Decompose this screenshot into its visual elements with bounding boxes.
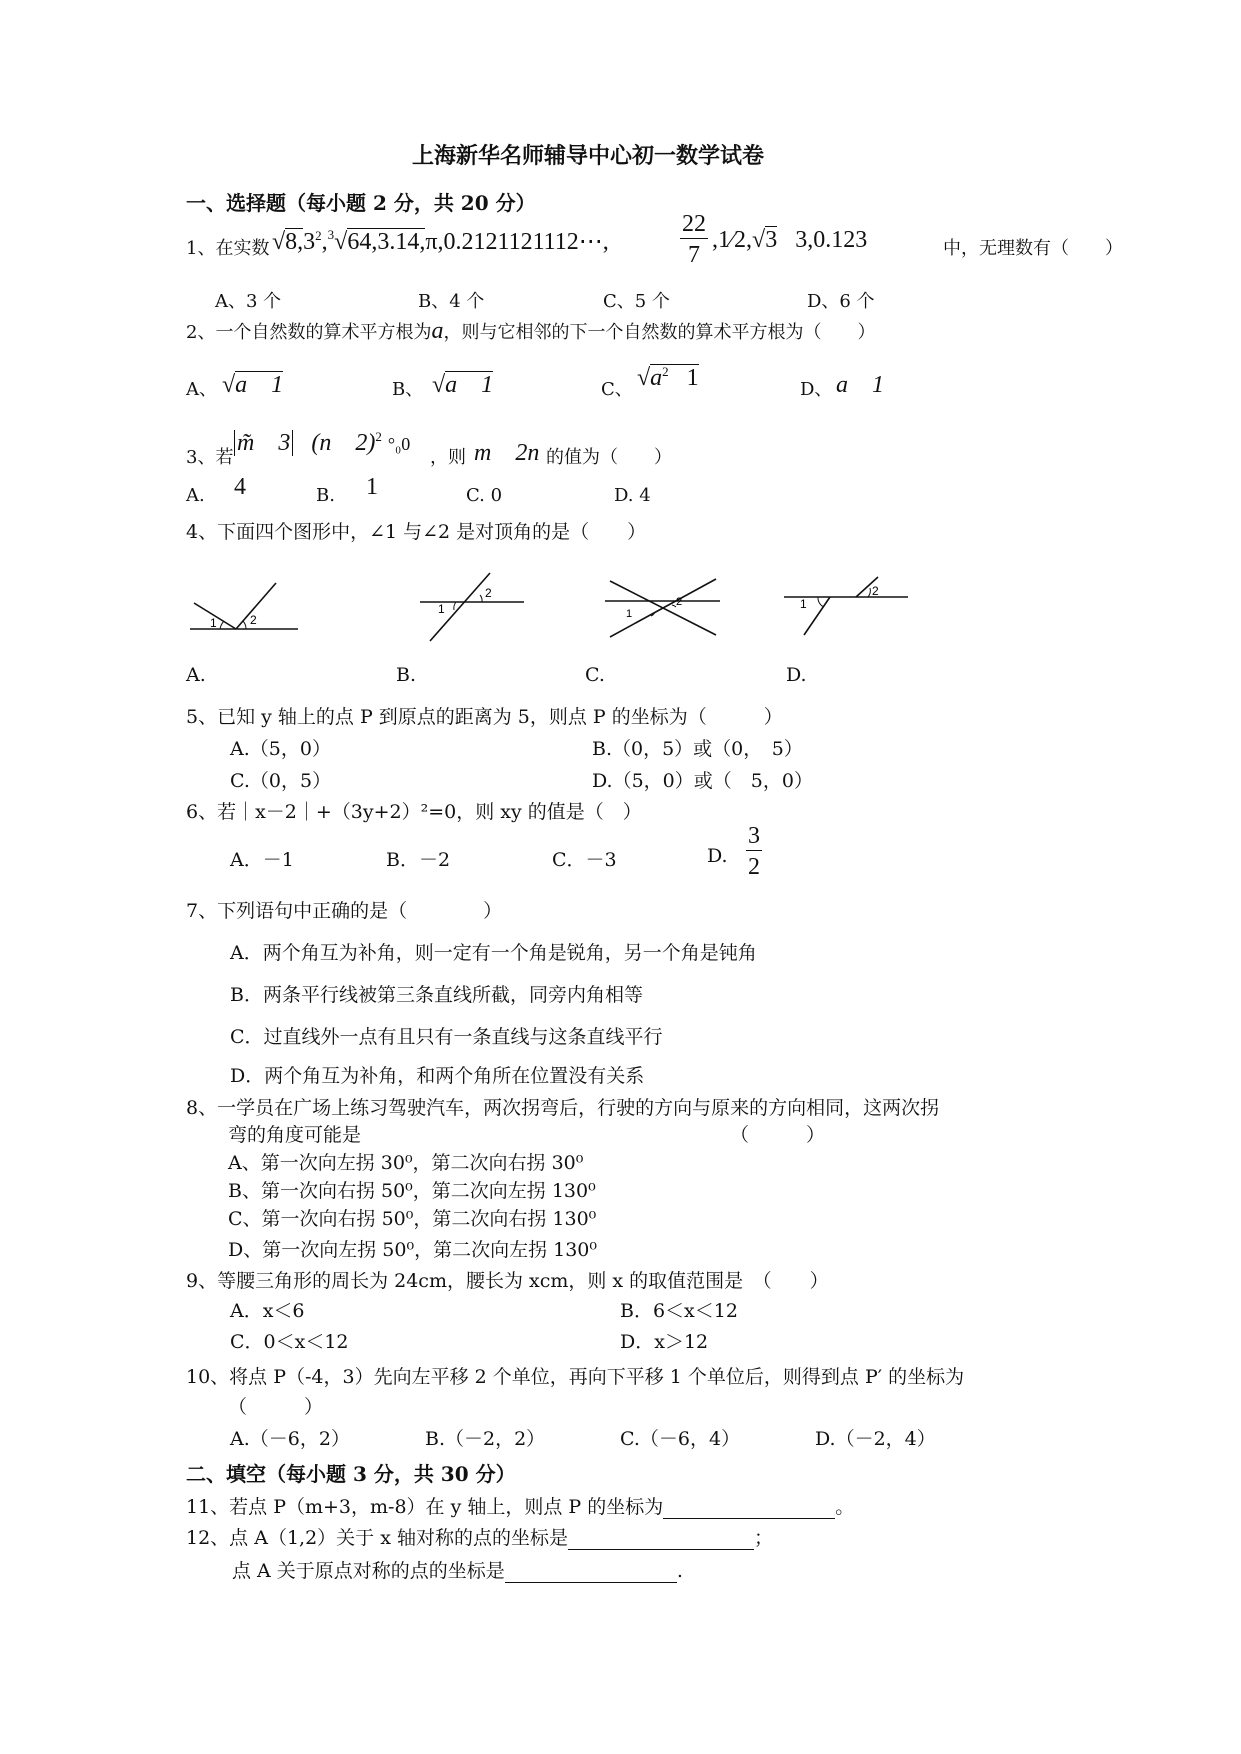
angle-1-label: 1 bbox=[626, 608, 633, 620]
q3-option-c: C. 0 bbox=[466, 485, 503, 506]
q1-three: 3 bbox=[303, 229, 316, 255]
q10-option-a: A.（－6，2） bbox=[230, 1428, 350, 1450]
figure-c bbox=[605, 579, 720, 637]
q3-label-a: A. bbox=[186, 485, 205, 506]
q12-answer-blank-1[interactable] bbox=[568, 1529, 754, 1550]
angle-2-label: 2 bbox=[676, 596, 683, 608]
q1-math-tail bbox=[712, 227, 867, 254]
q1-option-d: D、6 个 bbox=[807, 291, 875, 312]
q10-option-d: D.（－2，4） bbox=[815, 1428, 936, 1450]
q1-frac-num: 22 bbox=[682, 211, 706, 237]
q6-option-b: B．－2 bbox=[386, 849, 451, 871]
q7-stem: 7、下列语句中正确的是（ ） bbox=[186, 900, 503, 922]
q3-mid: ，则 bbox=[430, 447, 466, 468]
q2-label-a: A、 bbox=[186, 379, 217, 400]
q3-suffix: 的值为（ ） bbox=[546, 447, 672, 468]
q1-suffix: 中，无理数有（ ） bbox=[943, 238, 1123, 259]
q3-prefix: 3、若 bbox=[186, 447, 234, 468]
q3-val-a: 4 bbox=[234, 474, 246, 500]
q2-label-b: B、 bbox=[392, 379, 424, 400]
sqrt-symbol: √ bbox=[272, 229, 286, 255]
q2-option-d: a 1 bbox=[836, 372, 884, 398]
q8-stem-line1: 8、一学员在广场上练习驾驶汽车，两次拐弯后，行驶的方向与原来的方向相同，这两次拐 bbox=[186, 1097, 940, 1119]
q4-label-c: C. bbox=[585, 664, 605, 686]
q3-option-d: D. 4 bbox=[614, 485, 651, 506]
q1-frac-den: 7 bbox=[688, 242, 700, 268]
q1-fraction bbox=[680, 212, 708, 267]
q2-label-d: D、 bbox=[800, 379, 833, 400]
figure-b bbox=[420, 573, 524, 641]
q1-option-b: B、4 个 bbox=[418, 291, 485, 312]
q12-answer-blank-2[interactable] bbox=[505, 1562, 677, 1583]
q1-sqrt3: 3 bbox=[765, 227, 778, 253]
section-heading-fill: 二、填空（每小题 3 分，共 30 分） bbox=[186, 1462, 516, 1486]
q5-option-a: A.（5，0） bbox=[230, 738, 331, 760]
q6-frac-num: 3 bbox=[748, 823, 760, 849]
q10-option-c: C.（－6，4） bbox=[620, 1428, 741, 1450]
q8-option-c: C、第一次向右拐 50⁰，第二次向右拐 130⁰ bbox=[228, 1208, 597, 1230]
q1-pi: π,0.2121121112⋯, bbox=[425, 229, 609, 255]
q2-stem: 2、一个自然数的算术平方根为a，则与它相邻的下一个自然数的算术平方根为（ ） bbox=[186, 318, 876, 344]
q5-option-b: B.（0，5）或（0， 5） bbox=[592, 738, 803, 760]
q10-stem-line1: 10、将点 P（-4，3）先向左平移 2 个单位，再向下平移 1 个单位后，则得到点 P′ 的坐标为 bbox=[186, 1366, 965, 1388]
q6-stem: 6、若｜x－2｜+（3y+2）²=0，则 xy 的值是（ ） bbox=[186, 801, 642, 823]
sqrt-symbol: √ bbox=[334, 229, 348, 255]
q12-line1: 12、点 A（1,2）关于 x 轴对称的点的坐标是 ； bbox=[186, 1527, 773, 1549]
section-heading-choice: 一、选择题（每小题 2 分，共 20 分） bbox=[186, 191, 536, 215]
q6-option-c: C．－3 bbox=[552, 849, 617, 871]
angle-2-label: 2 bbox=[872, 584, 879, 598]
q9-stem: 9、等腰三角形的周长为 24cm，腰长为 xcm，则 x 的取值范围是 （ ） bbox=[186, 1270, 829, 1292]
q9-option-b: B．6＜x＜12 bbox=[620, 1300, 738, 1322]
q3-expr: m 2n bbox=[474, 440, 540, 466]
q7-option-d: D．两个角互为补角，和两个角所在位置没有关系 bbox=[230, 1065, 645, 1087]
q8-answer-paren: （ ） bbox=[730, 1124, 826, 1146]
angle-2-label: 2 bbox=[250, 613, 257, 627]
q1-option-c: C、5 个 bbox=[603, 291, 670, 312]
q2-option-a: √a 1 bbox=[222, 372, 284, 398]
q1-cbrt: 64,3.14, bbox=[347, 229, 426, 255]
q1-sqrt8: 8, bbox=[285, 229, 304, 255]
q1-prefix: 1、在实数 bbox=[186, 238, 270, 259]
q10-stem-line2: （ ） bbox=[228, 1396, 324, 1418]
q12-line2: 点 A 关于原点对称的点的坐标是 . bbox=[232, 1560, 683, 1582]
q3-val-b: 1 bbox=[366, 474, 378, 500]
q1-exp: 2 bbox=[315, 228, 322, 243]
q5-stem: 5、已知 y 轴上的点 P 到原点的距离为 5，则点 P 的坐标为（ ） bbox=[186, 706, 783, 728]
q5-option-d: D.（5，0）或（ 5，0） bbox=[592, 770, 813, 792]
q8-option-b: B、第一次向右拐 50⁰，第二次向左拐 130⁰ bbox=[228, 1180, 596, 1202]
q6-option-a: A．－1 bbox=[230, 849, 294, 871]
q6-option-d: D. bbox=[707, 845, 728, 867]
angle-1-label: 1 bbox=[800, 597, 807, 611]
q4-label-a: A. bbox=[186, 664, 206, 686]
q3-math: m̃ 3 (n 2)$^2$ °₀0 bbox=[234, 422, 410, 457]
q7-option-a: A．两个角互为补角，则一定有一个角是锐角，另一个角是钝角 bbox=[230, 942, 757, 964]
q2-label-c: C、 bbox=[601, 379, 633, 400]
angle-1-label: 1 bbox=[438, 602, 445, 616]
q1-math: $√8,3^2,^3√64,3.14,\pi,0.2121121112\cdots$, bbox=[272, 227, 609, 255]
q1-tail: 3,0.123 bbox=[795, 227, 868, 253]
sqrt-symbol: √ bbox=[752, 227, 766, 253]
q2-option-b: √a 1 bbox=[432, 372, 494, 398]
q5-option-c: C.（0，5） bbox=[230, 770, 332, 792]
q8-option-a: A、第一次向左拐 30⁰，第二次向右拐 30⁰ bbox=[228, 1152, 584, 1174]
q6-d-fraction bbox=[746, 824, 762, 879]
q11-stem: 11、若点 P（m+3，m-8）在 y 轴上，则点 P 的坐标为 。 bbox=[186, 1496, 855, 1518]
q9-option-c: C．0＜x＜12 bbox=[230, 1331, 349, 1353]
q4-label-d: D. bbox=[786, 664, 807, 686]
q8-option-d: D、第一次向左拐 50⁰，第二次向左拐 130⁰ bbox=[228, 1239, 597, 1261]
q9-option-d: D．x＞12 bbox=[620, 1331, 709, 1353]
angle-2-label: 2 bbox=[485, 586, 492, 600]
figure-d bbox=[784, 577, 908, 635]
q4-stem: 4、下面四个图形中，∠1 与∠2 是对顶角的是（ ） bbox=[186, 521, 647, 543]
angle-1-label: 1 bbox=[210, 616, 217, 630]
q10-option-b: B.（－2，2） bbox=[425, 1428, 546, 1450]
q4-figures bbox=[180, 555, 920, 645]
q11-answer-blank[interactable] bbox=[663, 1498, 835, 1519]
q1-option-a: A、3 个 bbox=[215, 291, 282, 312]
q8-stem-line2: 弯的角度可能是 bbox=[228, 1124, 362, 1146]
figure-a bbox=[190, 583, 298, 630]
q3-label-b: B. bbox=[316, 485, 335, 506]
q9-option-a: A．x＜6 bbox=[230, 1300, 305, 1322]
q2-option-c: $√a^2$ 1 bbox=[637, 364, 699, 391]
q1-half: ,1⁄2, bbox=[712, 227, 753, 253]
q4-label-b: B. bbox=[396, 664, 417, 686]
q6-frac-den: 2 bbox=[748, 854, 760, 880]
q7-option-c: C．过直线外一点有且只有一条直线与这条直线平行 bbox=[230, 1026, 663, 1048]
page-title: 上海新华名师辅导中心初一数学试卷 bbox=[412, 143, 765, 169]
q7-option-b: B．两条平行线被第三条直线所截，同旁内角相等 bbox=[230, 984, 643, 1006]
